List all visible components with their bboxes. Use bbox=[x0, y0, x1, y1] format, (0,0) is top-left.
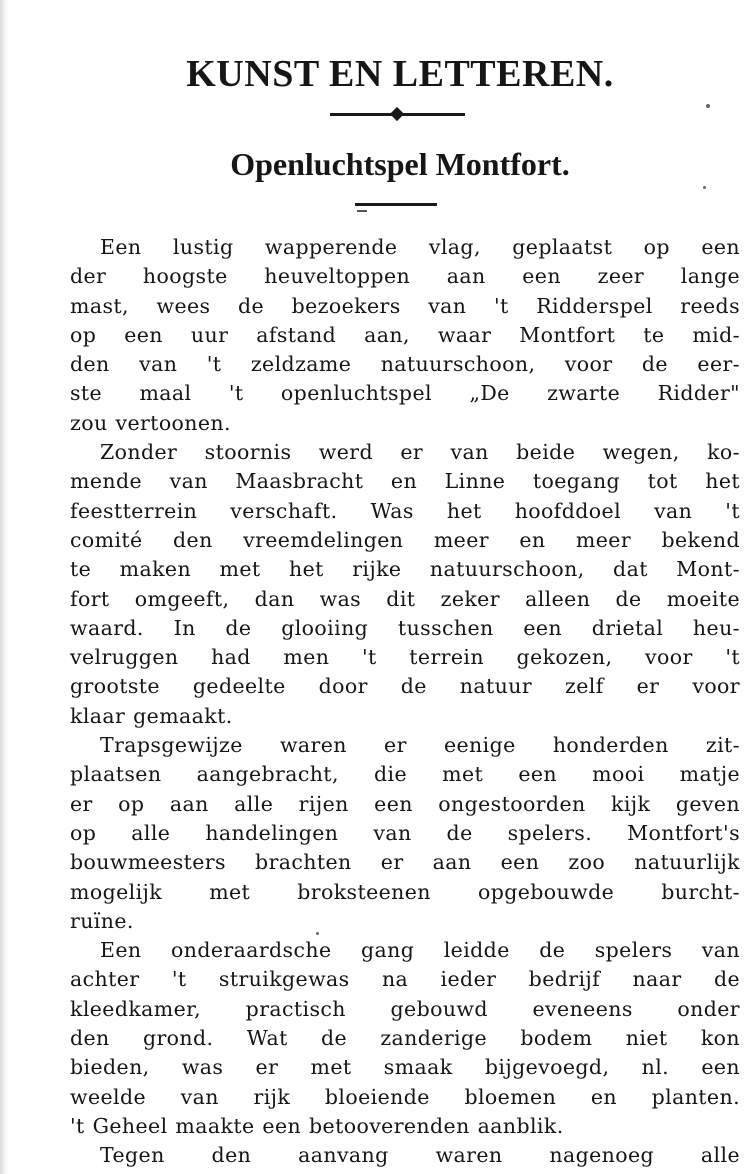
text-line: kleedkamer, practisch gebouwd eveneens onder bbox=[70, 996, 740, 1021]
text-line: te maken met het rijke natuurschoon, dat Mont- bbox=[70, 557, 740, 582]
headline: Openluchtspel Montfort. bbox=[230, 146, 570, 182]
text-line: fort omgeeft, dan was dit zeker alleen de moeite bbox=[70, 586, 740, 611]
text-line: Trapsgewijze waren er eenige honderden zit- bbox=[100, 733, 740, 758]
section-title: KUNST EN LETTEREN. bbox=[186, 53, 614, 95]
text-line: op alle handelingen van de spelers. Montfort's bbox=[70, 820, 740, 845]
article-body bbox=[70, 233, 740, 1171]
text-line: velruggen had men 't terrein gekozen, voor 't bbox=[70, 645, 740, 670]
print-speck bbox=[706, 104, 710, 108]
text-line: 't Geheel maakte een betooverenden aanblik. bbox=[70, 1113, 564, 1138]
text-line: weelde van rijk bloeiende bloemen en planten. bbox=[70, 1084, 740, 1109]
text-line: zou vertoonen. bbox=[70, 410, 231, 435]
paragraph-1 bbox=[70, 233, 740, 438]
text-line: grootste gedeelte door de natuur zelf er voor bbox=[70, 674, 740, 699]
divider-ornament bbox=[390, 107, 404, 121]
paragraph-2 bbox=[70, 438, 740, 731]
text-line: den van 't zeldzame natuurschoon, voor de eer- bbox=[70, 352, 740, 377]
divider-mark bbox=[357, 210, 367, 212]
text-line: waard. In de glooiing tusschen een drietal heu- bbox=[70, 615, 740, 640]
paragraph-4 bbox=[70, 936, 740, 1141]
text-line: bieden, was er met smaak bijgevoegd, nl. een bbox=[70, 1055, 740, 1080]
text-line: mende van Maasbracht en Linne toegang tot het bbox=[70, 469, 740, 494]
paragraph-3 bbox=[70, 731, 740, 936]
text-line: comité den vreemdelingen meer en meer bekend bbox=[70, 527, 740, 552]
text-line: plaatsen aangebracht, die met een mooi matje bbox=[70, 762, 740, 787]
text-line: Zonder stoornis werd er van beide wegen, ko- bbox=[100, 440, 740, 465]
text-line: den grond. Wat de zanderige bodem niet kon bbox=[70, 1026, 740, 1051]
text-line: Een lustig wapperende vlag, geplaatst op een bbox=[100, 235, 740, 259]
text-line: mast, wees de bezoekers van 't Ridderspel reeds bbox=[70, 293, 740, 318]
text-line: feestterrein verschaft. Was het hoofddoel van 't bbox=[70, 498, 740, 523]
text-line: ruïne. bbox=[70, 908, 134, 933]
text-line: Tegen den aanvang waren nagenoeg alle bbox=[100, 1143, 740, 1168]
text-line: klaar gemaakt. bbox=[70, 703, 233, 728]
text-line: achter 't struikgewas na ieder bedrijf naar de bbox=[70, 967, 740, 992]
print-speck bbox=[316, 932, 319, 935]
text-line: der hoogste heuveltoppen aan een zeer lange bbox=[70, 264, 740, 289]
text-line: op een uur afstand aan, waar Montfort te mid- bbox=[70, 322, 740, 347]
text-line: mogelijk met broksteenen opgebouwde burcht- bbox=[70, 879, 740, 904]
text-line: ste maal 't openluchtspel „De zwarte Ridder" bbox=[70, 381, 740, 406]
text-line: Een onderaardsche gang leidde de spelers van bbox=[100, 938, 740, 963]
text-line: er op aan alle rijen een ongestoorden kijk geven bbox=[70, 791, 740, 816]
headline-divider bbox=[355, 203, 437, 206]
print-speck bbox=[703, 186, 706, 189]
text-line: bouwmeesters brachten er aan een zoo natuurlijk bbox=[70, 850, 740, 875]
paragraph-5 bbox=[70, 1141, 740, 1170]
